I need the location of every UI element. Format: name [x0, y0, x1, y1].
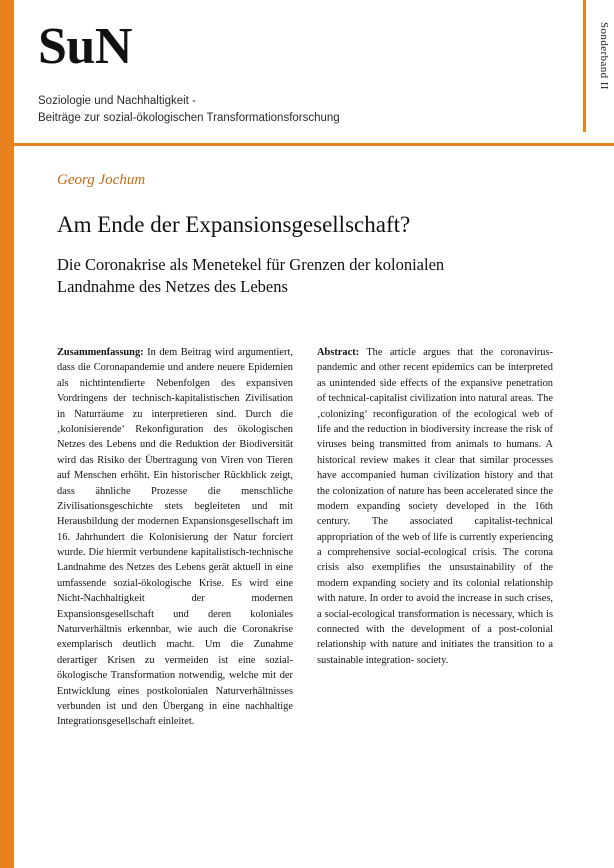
- journal-subtitle: [38, 93, 518, 129]
- special-volume-label: Sonderband II: [598, 22, 610, 90]
- abstract-columns: [57, 345, 553, 730]
- left-accent-bar: [0, 0, 14, 868]
- author-name: Georg Jochum: [57, 172, 146, 188]
- abstract-english-text: The article argues that the coronavirus-pandemic and other recent epidemics can be interpreted as unintended side effects of the expansive penetration of technical-capitalist civilization into natural areas. The ‚colonizing‘ reconfiguration of the ecological web of life and the reduction in biodiversity increase the risk of viruses being transmitted from animals to humans. A historical review makes it clear that similar processes have accompanied human civilization history and that the colonization of nature has been accelerated since the modern expanding society developed in the 16th century. The associated capitalist-technical appropriation of the web of life is currently experiencing a comprehensive social-ecological crisis. The corona crisis also exemplifies the unsustainability of the modern expanding society and its colonial relationship with nature. In order to avoid the increase in such crises, a social-ecological transformation is necessary, which is connected with the development of a post-colonial relationship with nature and initiates the transition to a sustainable integration- society.: [317, 347, 554, 666]
- journal-header: [38, 20, 518, 128]
- header-divider: [14, 143, 614, 146]
- title-block: [57, 172, 527, 297]
- abstract-english: [317, 345, 553, 730]
- abstract-english-lead: Abstract:: [317, 347, 360, 358]
- abstract-german-lead: Zusammenfassung:: [57, 347, 144, 358]
- article-subtitle-line-1: Die Coronakrise als Menetekel für Grenzen der kolonialen: [57, 254, 445, 274]
- journal-logo: SuN: [38, 18, 132, 75]
- abstract-german-text: In dem Beitrag wird argumentiert, dass die Coronapandemie und andere neuere Epidemien als nichtintendierte Nebenfolgen des expansiven Vordringens der technisch-kapitalistischen Zivilisation in Naturräume zu interpretieren sind. Durch die ‚kolonisierende‘ Rekonfiguration des ökologischen Netzes des Lebens und die Reduktion der Biodiversität wird das Risiko der Übertragung von Viren von Tieren auf Menschen erhöht. Ein historischer Rückblick zeigt, dass ähnliche Prozesse die menschliche Zivilisationsgeschichte stets begleiteten und mit Herausbildung der modernen Expansionsgesellschaft im 16. Jahrhundert die Kolonisierung der Natur forciert wurde. Die hiermit verbundene kapitalistisch-technische Landnahme des Netzes des Lebens gerät aktuell in eine umfassende sozial-ökologische Krise. Es wird eine Nicht-Nachhaltigkeit der modernen Expansionsgesellschaft und deren koloniales Naturverhältnis erkennbar, wie auch die Coronakrise exemplarisch deutlich macht. Um die Zunahme derartiger Krisen zu vermeiden ist eine sozial-ökologische Transformation notwendig, welche mit der Entwicklung eines postkolonialen Naturverhältnisses verbunden ist und den Übergang in eine nachhaltige Integrationsgesellschaft einleitet.: [57, 347, 293, 728]
- right-side-strip: [572, 0, 614, 868]
- abstract-german-paragraph: [57, 345, 293, 730]
- journal-subtitle-line-1: Soziologie und Nachhaltigkeit -: [38, 94, 196, 107]
- abstract-german: [57, 345, 293, 730]
- abstract-english-paragraph: [317, 345, 553, 668]
- right-accent-bar: [583, 0, 586, 132]
- page-title: Am Ende der Expansionsgesellschaft?: [57, 212, 411, 237]
- article-subtitle-line-2: Landnahme des Netzes des Lebens: [57, 276, 288, 296]
- article-subtitle: [57, 254, 527, 298]
- journal-subtitle-line-2: Beiträge zur sozial-ökologischen Transformationsforschung: [38, 112, 340, 125]
